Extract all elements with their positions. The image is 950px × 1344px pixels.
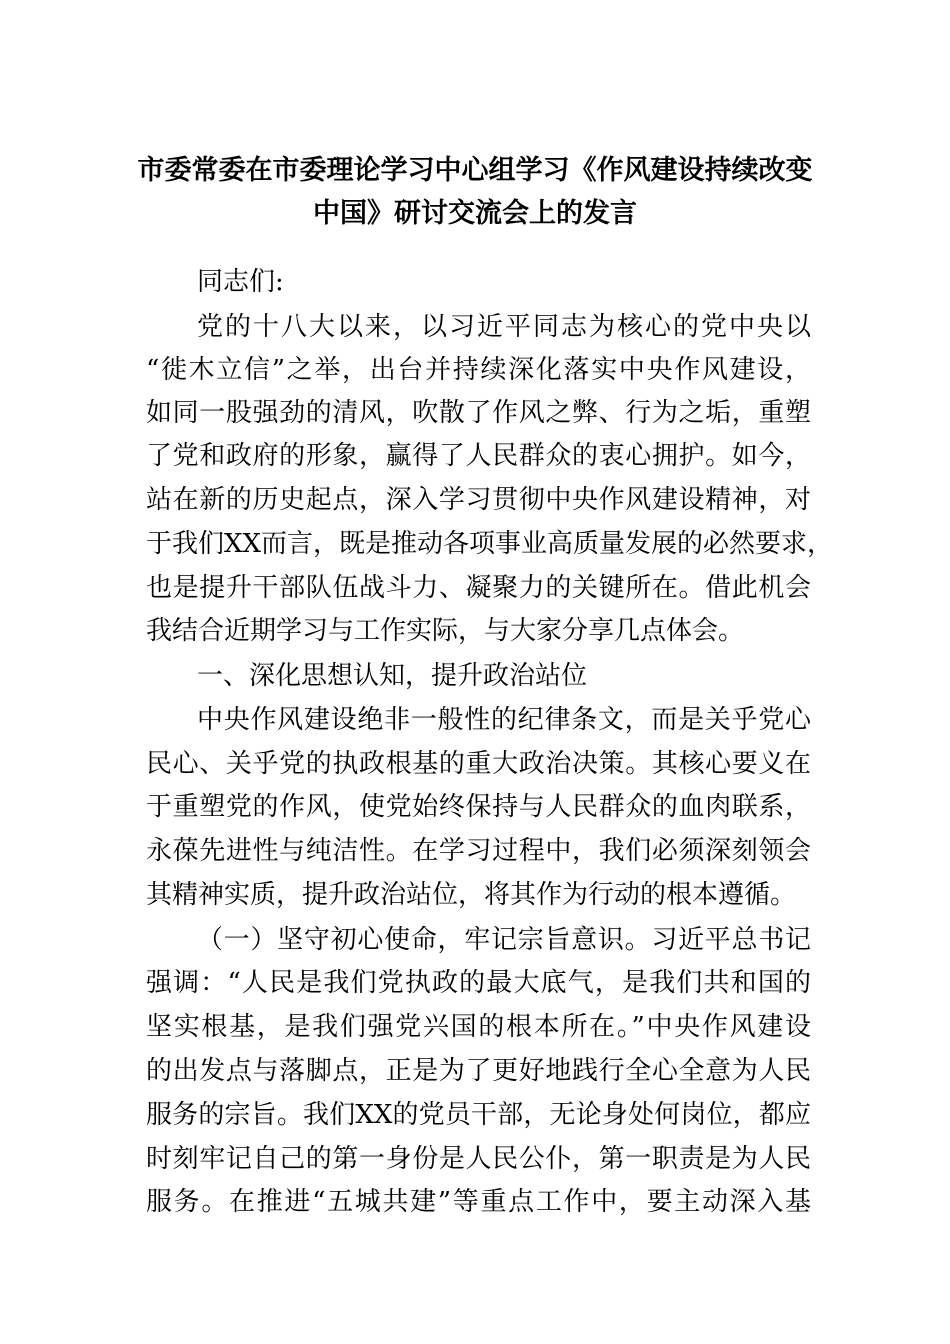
paragraph-line: 服务。在推进“五城共建”等重点工作中，要主动深入基 bbox=[146, 1187, 811, 1217]
paragraph-line: 时刻牢记自己的第一身份是人民公仆，第一职责是为人民 bbox=[146, 1144, 811, 1174]
paragraph-line: 站在新的历史起点，深入学习贯彻中央作风建设精神，对 bbox=[146, 485, 811, 515]
paragraph-line: （一）坚守初心使命，牢记宗旨意识。习近平总书记 bbox=[197, 925, 811, 955]
paragraph-line: 坚实根基，是我们强党兴国的根本所在。”中央作风建设 bbox=[146, 1012, 811, 1042]
paragraph-line: 中央作风建设绝非一般性的纪律条文，而是关乎党心 bbox=[197, 705, 811, 735]
paragraph-line: 服务的宗旨。我们XX的党员干部，无论身处何岗位，都应 bbox=[146, 1100, 811, 1130]
section-heading: 一、深化思想认知，提升政治站位 bbox=[197, 661, 588, 691]
paragraph-line: 了党和政府的形象，赢得了人民群众的衷心拥护。如今， bbox=[146, 441, 811, 471]
paragraph-line: 如同一股强劲的清风，吹散了作风之弊、行为之垢，重塑 bbox=[146, 398, 811, 428]
paragraph-line: 我结合近期学习与工作实际，与大家分享几点体会。 bbox=[146, 616, 745, 646]
paragraph-line: 党的十八大以来，以习近平同志为核心的党中央以 bbox=[197, 312, 811, 342]
paragraph-line: “徙木立信”之举，出台并持续深化落实中央作风建设， bbox=[146, 355, 811, 385]
paragraph-line: 也是提升干部队伍战斗力、凝聚力的关键所在。借此机会 bbox=[146, 573, 811, 603]
paragraph-line: 其精神实质，提升政治站位，将其作为行动的根本遵循。 bbox=[146, 880, 797, 910]
salutation: 同志们: bbox=[197, 267, 284, 297]
paragraph-line: 的出发点与落脚点，正是为了更好地践行全心全意为人民 bbox=[146, 1056, 811, 1086]
document-title-line-2: 中国》研讨交流会上的发言 bbox=[313, 198, 637, 229]
paragraph-line: 永葆先进性与纯洁性。在学习过程中，我们必须深刻领会 bbox=[146, 836, 811, 866]
paragraph-line: 民心、关乎党的执政根基的重大政治决策。其核心要义在 bbox=[146, 749, 811, 779]
paragraph-line: 于我们XX而言，既是推动各项事业高质量发展的必然要求， bbox=[146, 529, 834, 559]
paragraph-line: 于重塑党的作风，使党始终保持与人民群众的血肉联系， bbox=[146, 792, 811, 822]
document-title-line-1: 市委常委在市委理论学习中心组学习《作风建设持续改变 bbox=[137, 155, 813, 186]
paragraph-line: 强调：“人民是我们党执政的最大底气，是我们共和国的 bbox=[146, 968, 811, 998]
